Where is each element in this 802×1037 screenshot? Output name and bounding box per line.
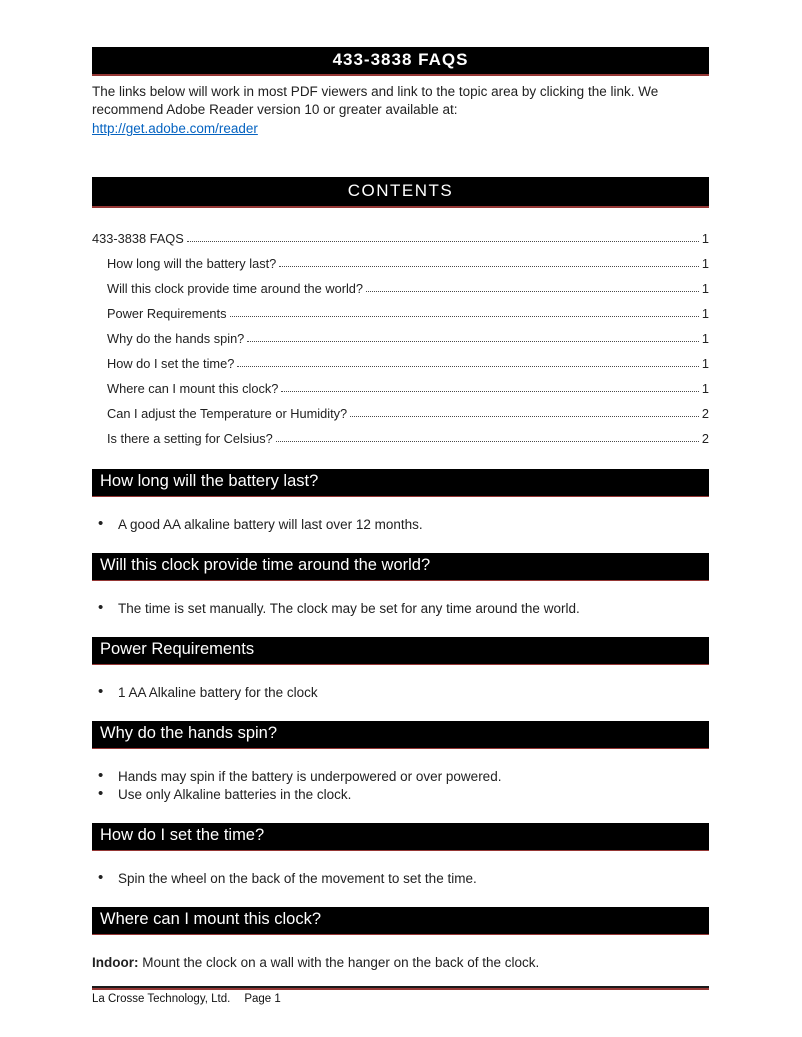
toc-entry-label: Why do the hands spin?: [107, 330, 245, 346]
toc-page-number: 1: [701, 380, 709, 396]
toc-page-number: 1: [701, 355, 709, 371]
page-footer: [92, 993, 709, 1005]
indoor-paragraph: [92, 954, 709, 971]
toc-dot-leader: [247, 341, 699, 342]
toc-entry-label: 433-3838 FAQS: [92, 230, 184, 246]
toc-entry[interactable]: [92, 349, 709, 374]
toc-entry-label: How long will the battery last?: [107, 255, 277, 271]
section-hands-spin: [92, 721, 709, 803]
toc-page-number: 1: [701, 330, 709, 346]
toc-entry[interactable]: [92, 224, 709, 249]
section-power-requirements: [92, 637, 709, 701]
intro-paragraph: [92, 83, 709, 139]
toc-entry-label: Can I adjust the Temperature or Humidity?: [107, 405, 348, 421]
document-title: 433-3838 FAQS: [332, 50, 469, 69]
contents-heading: CONTENTS: [347, 180, 454, 200]
toc-dot-leader: [187, 241, 699, 242]
toc-entry-label: Is there a setting for Celsius?: [107, 430, 273, 446]
section-heading: [92, 823, 709, 851]
section-heading: [92, 469, 709, 497]
toc-dot-leader: [279, 266, 699, 267]
toc-entry[interactable]: [92, 324, 709, 349]
toc-dot-leader: [350, 416, 699, 417]
footer-divider: [92, 986, 709, 990]
title-bar: [92, 47, 709, 76]
toc-page-number: 2: [701, 430, 709, 446]
bullet-list: [92, 600, 709, 617]
toc-entry[interactable]: [92, 274, 709, 299]
toc-entry[interactable]: [92, 374, 709, 399]
toc-dot-leader: [281, 391, 698, 392]
bullet-list: [92, 516, 709, 533]
bullet-item: • Use only Alkaline batteries in the clock.: [92, 786, 709, 803]
footer-company: La Crosse Technology, Ltd.: [92, 992, 231, 1005]
section-heading-text: Why do the hands spin?: [100, 723, 278, 742]
indoor-text: Mount the clock on a wall with the hanger on the back of the clock.: [142, 954, 540, 970]
toc-dot-leader: [237, 366, 699, 367]
section-battery-life: [92, 469, 709, 533]
toc-entry[interactable]: [92, 249, 709, 274]
toc-entry[interactable]: [92, 299, 709, 324]
bullet-list: [92, 684, 709, 701]
section-heading: [92, 637, 709, 665]
adobe-reader-link[interactable]: http://get.adobe.com/reader: [92, 121, 258, 137]
section-heading-text: How long will the battery last?: [100, 471, 319, 490]
section-heading: [92, 907, 709, 935]
toc-entry-label: Power Requirements: [107, 305, 227, 321]
bullet-list: [92, 768, 709, 803]
toc-dot-leader: [230, 316, 699, 317]
bullet-item: • The time is set manually. The clock may be set for any time around the world.: [92, 600, 709, 617]
toc-entry[interactable]: [92, 424, 709, 449]
section-world-time: [92, 553, 709, 617]
contents-bar: [92, 177, 709, 208]
toc-dot-leader: [366, 291, 699, 292]
table-of-contents: [92, 224, 709, 449]
section-set-time: [92, 823, 709, 887]
footer-page-number: Page 1: [244, 992, 281, 1005]
bullet-item: • Spin the wheel on the back of the movement to set the time.: [92, 870, 709, 887]
toc-entry-label: How do I set the time?: [107, 355, 235, 371]
indoor-label: Indoor:: [92, 954, 139, 970]
toc-entry-label: Where can I mount this clock?: [107, 380, 279, 396]
section-heading: [92, 553, 709, 581]
bullet-item: • Hands may spin if the battery is underpowered or over powered.: [92, 768, 709, 785]
section-mount-clock: [92, 907, 709, 971]
bullet-list: [92, 870, 709, 887]
toc-page-number: 1: [701, 305, 709, 321]
section-heading: [92, 721, 709, 749]
toc-entry-label: Will this clock provide time around the world?: [107, 280, 364, 296]
bullet-item: • A good AA alkaline battery will last over 12 months.: [92, 516, 709, 533]
toc-page-number: 1: [701, 255, 709, 271]
toc-page-number: 2: [701, 405, 709, 421]
intro-text: The links below will work in most PDF viewers and link to the topic area by clicking the link. We recommend Adobe Reader version 10 or greater available at:: [92, 84, 659, 118]
section-heading-text: Will this clock provide time around the world?: [100, 555, 431, 574]
toc-dot-leader: [276, 441, 699, 442]
section-heading-text: Power Requirements: [100, 639, 255, 658]
section-heading-text: How do I set the time?: [100, 825, 265, 844]
toc-page-number: 1: [701, 230, 709, 246]
section-heading-text: Where can I mount this clock?: [100, 909, 322, 928]
toc-page-number: 1: [701, 280, 709, 296]
bullet-item: • 1 AA Alkaline battery for the clock: [92, 684, 709, 701]
toc-entry[interactable]: [92, 399, 709, 424]
